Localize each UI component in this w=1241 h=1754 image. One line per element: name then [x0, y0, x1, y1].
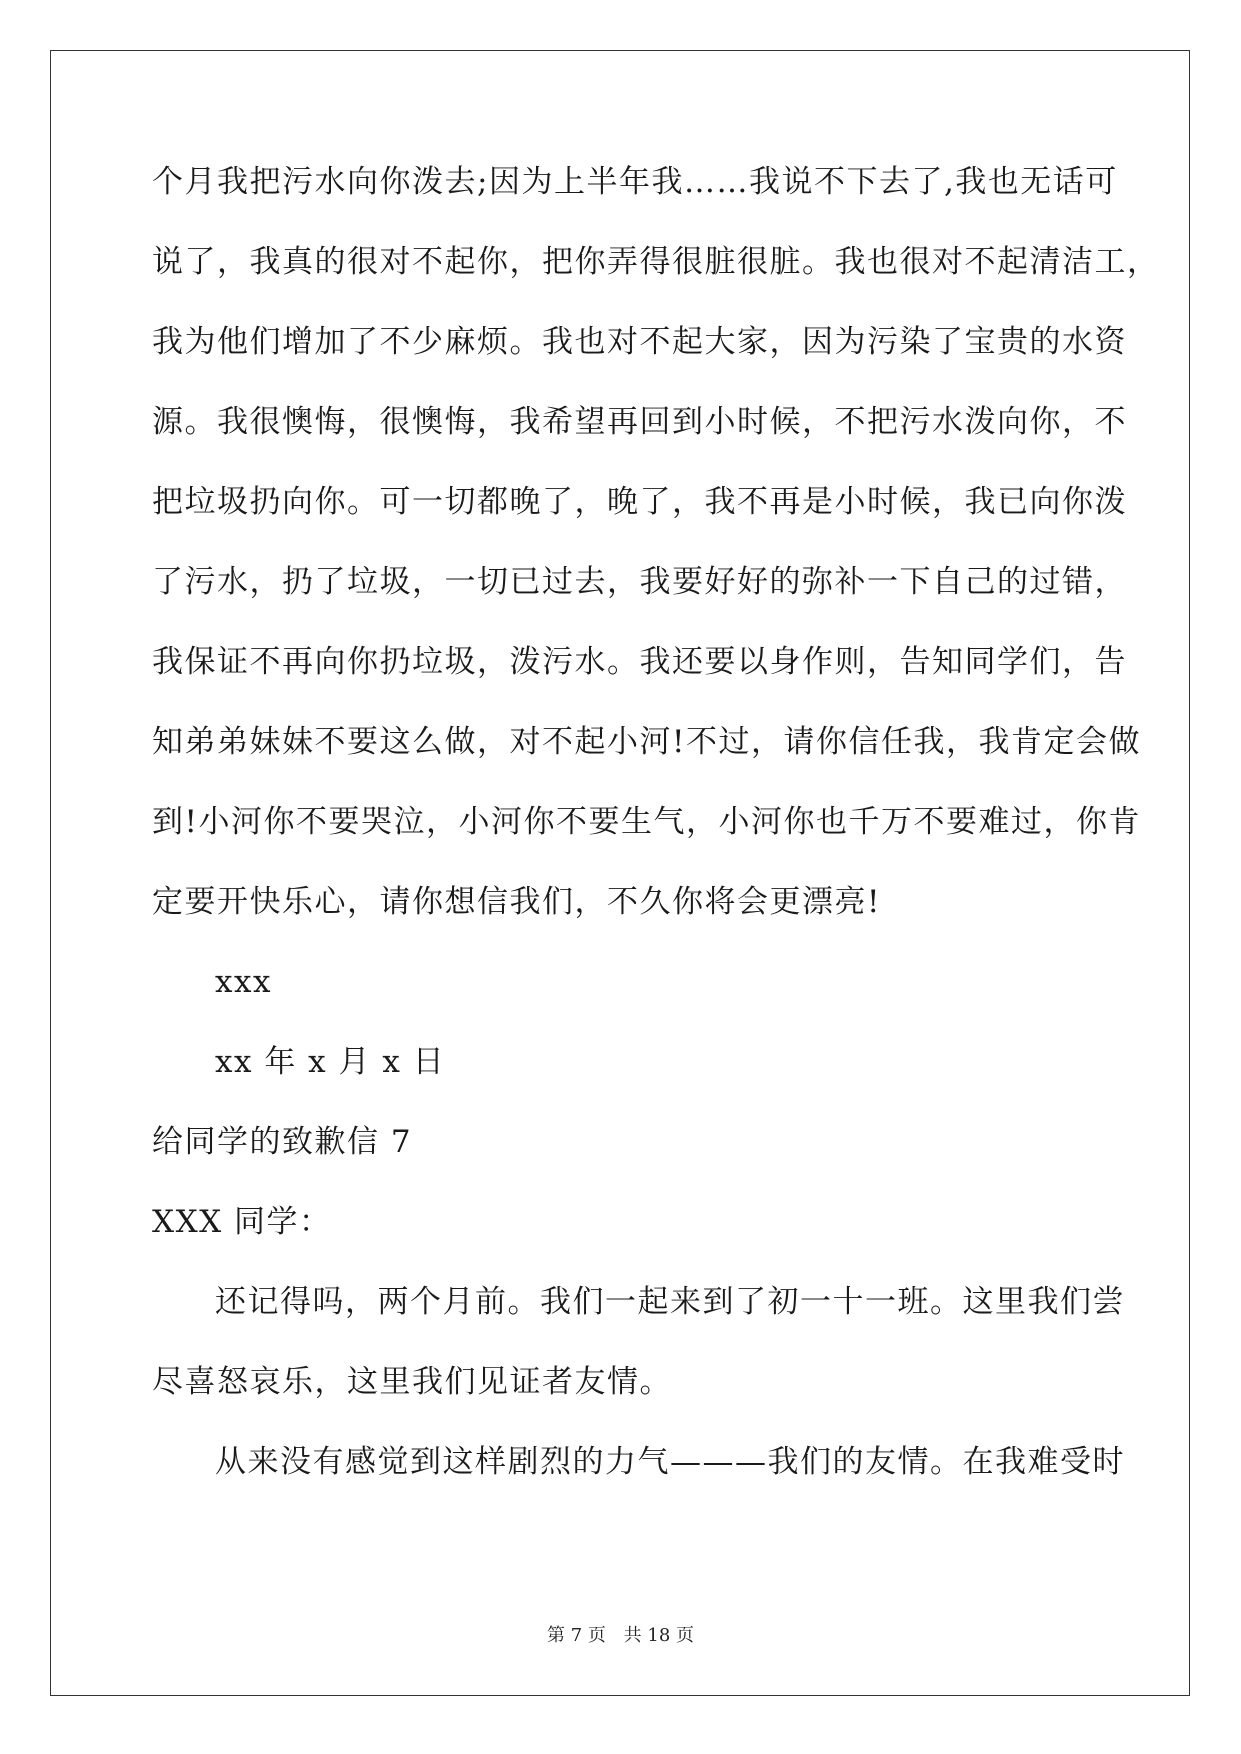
body-line: 定要开快乐心，请你想信我们，不久你将会更漂亮! [152, 884, 881, 920]
document-body [152, 162, 1160, 1522]
salutation: XXX 同学： [152, 1204, 332, 1240]
page-footer [0, 1624, 1241, 1648]
page-number: 第 7 页 [547, 1625, 606, 1646]
body-line: 源。我很懊悔，很懊悔，我希望再回到小时候，不把污水泼向你，不 [152, 404, 1127, 440]
body-line: 从来没有感觉到这样剧烈的力气———我们的友情。在我难受时 [215, 1444, 1125, 1480]
body-line: 到!小河你不要哭泣，小河你不要生气，小河你也千万不要难过，你肯 [152, 804, 1141, 840]
body-line: 说了，我真的很对不起你，把你弄得很脏很脏。我也很对不起清洁工， [152, 244, 1160, 280]
body-line: 我保证不再向你扔垃圾，泼污水。我还要以身作则，告知同学们，告 [152, 644, 1127, 680]
body-line: 还记得吗，两个月前。我们一起来到了初一十一班。这里我们尝 [215, 1284, 1125, 1320]
body-line: 个月我把污水向你泼去;因为上半年我……我说不下去了,我也无话可 [152, 164, 1118, 200]
letter-title: 给同学的致歉信 7 [152, 1124, 413, 1160]
signature-date: xx 年 x 月 x 日 [215, 1044, 446, 1080]
total-pages: 共 18 页 [623, 1625, 694, 1646]
signature-name: xxx [215, 964, 272, 1000]
body-line: 把垃圾扔向你。可一切都晚了，晚了，我不再是小时候，我已向你泼 [152, 484, 1127, 520]
body-line: 知弟弟妹妹不要这么做，对不起小河!不过，请你信任我，我肯定会做 [152, 724, 1141, 760]
body-line: 了污水，扔了垃圾，一切已过去，我要好好的弥补一下自己的过错， [152, 564, 1127, 600]
body-line: 尽喜怒哀乐，这里我们见证者友情。 [152, 1364, 672, 1400]
body-line: 我为他们增加了不少麻烦。我也对不起大家，因为污染了宝贵的水资 [152, 324, 1127, 360]
